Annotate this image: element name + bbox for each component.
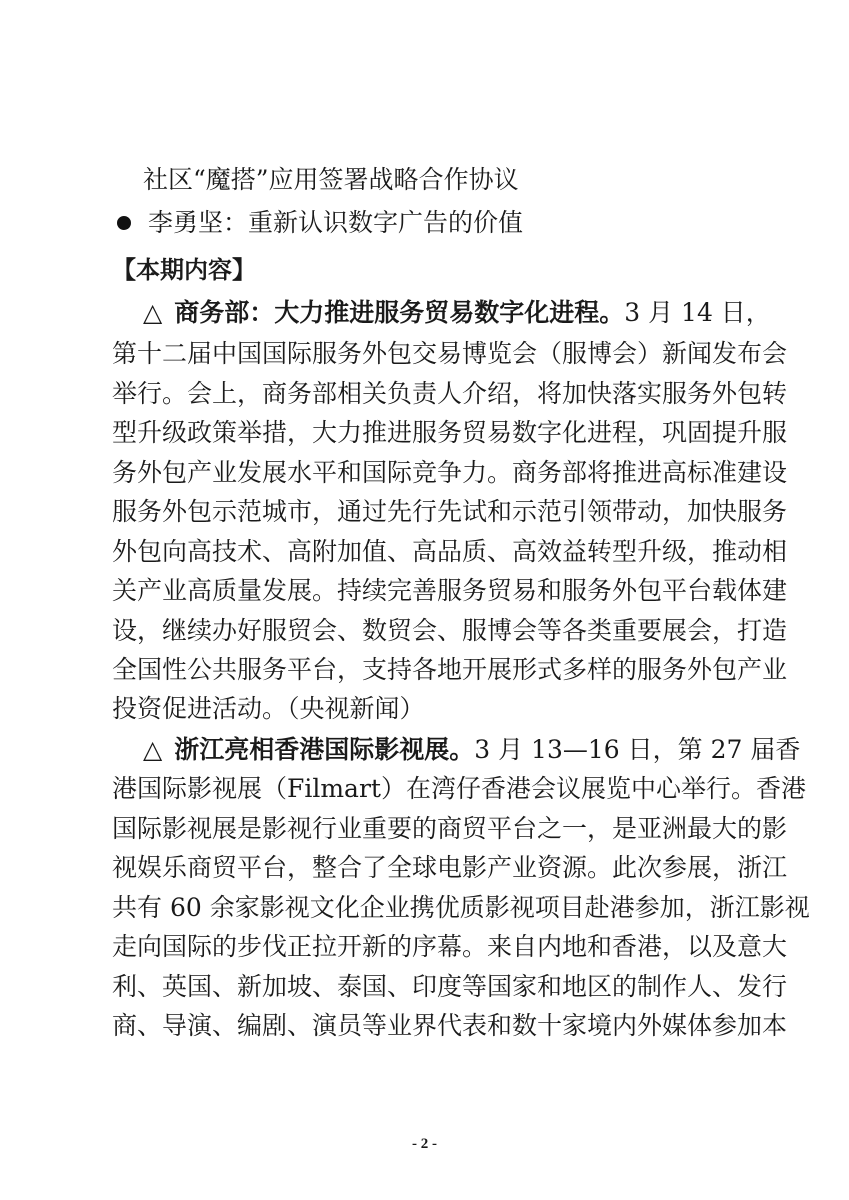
bullet-text: 李勇坚：重新认识数字广告的价值	[148, 208, 524, 237]
continued-line	[0, 163, 849, 197]
article2-line: 港国际影视展（Filmart）在湾仔香港会议展览中心举行。香港	[112, 774, 806, 803]
continued-text: 社区“魔搭”应用签署战略合作协议	[143, 165, 519, 194]
article1-line: 型升级政策举措，大力推进服务贸易数字化进程，巩固提升服	[112, 418, 788, 447]
article2-line: 商、导演、编剧、演员等业界代表和数十家境内外媒体参加本	[112, 1011, 788, 1040]
article1-lead	[0, 296, 849, 330]
page-number: - 2 -	[412, 1136, 437, 1152]
article2-line: 国际影视展是影视行业重要的商贸平台之一，是亚洲最大的影	[112, 814, 788, 843]
triangle-icon: △	[143, 735, 163, 764]
article1-line: 务外包产业发展水平和国际竞争力。商务部将推进高标准建设	[112, 458, 788, 487]
article1-line: 投资促进活动。（央视新闻）	[112, 694, 425, 723]
article2-title: 浙江亮相香港国际影视展。	[174, 735, 475, 764]
bullet-dot-icon	[117, 216, 131, 230]
section-heading: 【本期内容】	[112, 256, 256, 284]
article1-line: 第十二届中国国际服务外包交易博览会（服博会）新闻发布会	[112, 339, 788, 368]
article2-lead	[0, 733, 849, 767]
article2-lead-tail: 3 月 13—16 日，第 27 届香	[474, 735, 801, 764]
article1-line: 服务外包示范城市，通过先行先试和示范引领带动，加快服务	[112, 497, 788, 526]
article1-line: 举行。会上，商务部相关负责人介绍，将加快落实服务外包转	[112, 379, 788, 408]
article1-line: 关产业高质量发展。持续完善服务贸易和服务外包平台载体建	[112, 576, 788, 605]
article2-line: 视娱乐商贸平台，整合了全球电影产业资源。此次参展，浙江	[112, 853, 788, 882]
article2-line: 共有 60 余家影视文化企业携优质影视项目赴港参加，浙江影视	[112, 893, 810, 922]
article1-line: 设，继续办好服贸会、数贸会、服博会等各类重要展会，打造	[112, 616, 788, 645]
article1-title: 商务部：大力推进服务贸易数字化进程。	[174, 298, 625, 327]
article1-lead-tail: 3 月 14 日，	[624, 298, 771, 327]
bullet-item	[0, 206, 849, 240]
article2-line: 走向国际的步伐正拉开新的序幕。来自内地和香港，以及意大	[112, 932, 788, 961]
article1-line: 外包向高技术、高附加值、高品质、高效益转型升级，推动相	[112, 537, 788, 566]
triangle-icon: △	[143, 298, 163, 327]
article2-line: 利、英国、新加坡、泰国、印度等国家和地区的制作人、发行	[112, 972, 788, 1001]
article1-line: 全国性公共服务平台，支持各地开展形式多样的服务外包产业	[112, 655, 788, 684]
